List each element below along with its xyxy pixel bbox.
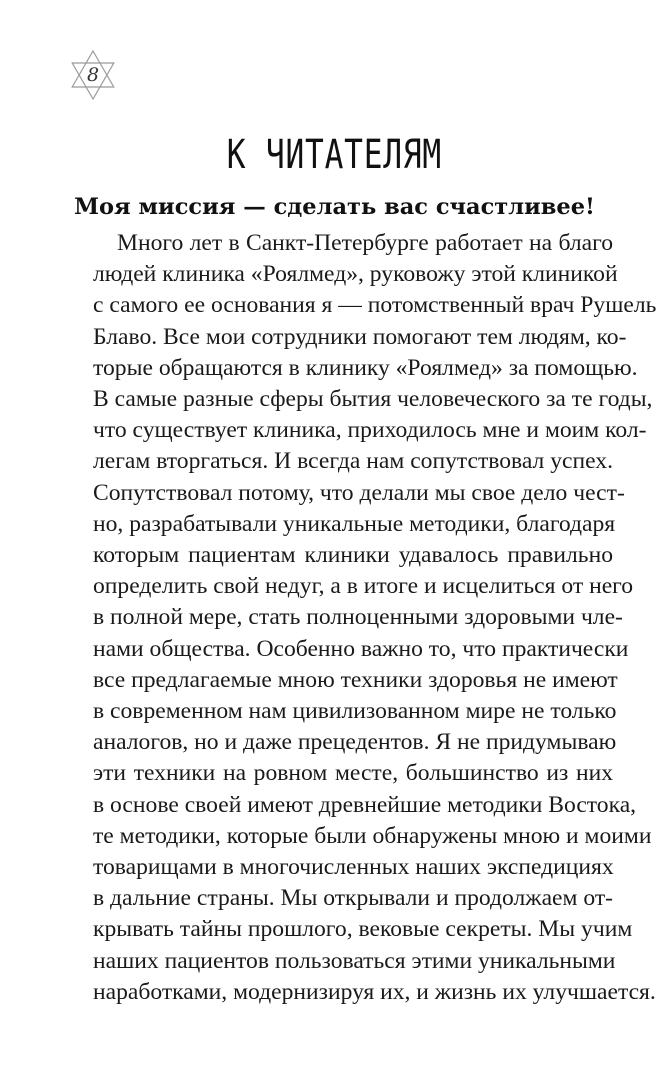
chapter-title: К ЧИТАТЕЛЯМ bbox=[226, 132, 442, 178]
body-line: наработками, модернизируя их, и жизнь их улучшается. bbox=[93, 978, 656, 1005]
body-line: наших пациентов пользоваться этими уникальными bbox=[93, 947, 616, 974]
body-line: торые обращаются в клинику «Роялмед» за помощью. bbox=[93, 354, 638, 381]
body-line: те методики, которые были обнаружены мною и моими bbox=[93, 822, 652, 849]
body-line: в полной мере, стать полноценными здоровыми чле- bbox=[93, 604, 623, 631]
body-line: Блаво. Все мои сотрудники помогают тем людям, ко- bbox=[93, 323, 627, 350]
body-line: нами общества. Особенно важно то, что практически bbox=[93, 635, 629, 662]
body-line: но, разрабатывали уникальные методики, благодаря bbox=[93, 510, 616, 537]
body-line: в основе своей имеют древнейшие методики Востока, bbox=[93, 791, 637, 818]
page-number-ornament bbox=[66, 48, 120, 102]
body-line: все предлагаемые мною техники здоровья не имеют bbox=[93, 666, 618, 693]
body-line: людей клиника «Роялмед», руковожу этой клиникой bbox=[93, 261, 618, 288]
body-line: что существует клиника, приходилось мне и моим кол- bbox=[93, 417, 647, 444]
body-line: эти техники на ровном месте, большинство из них bbox=[93, 760, 613, 787]
body-paragraph bbox=[93, 228, 657, 1008]
body-line: аналогов, но и даже прецедентов. Я не придумываю bbox=[93, 729, 617, 756]
body-line: определить свой недуг, а в итоге и исцелиться от него bbox=[93, 573, 634, 600]
body-line: крывать тайны прошлого, вековые секреты. Мы учим bbox=[93, 916, 633, 943]
page-number: 8 bbox=[86, 64, 100, 86]
body-line: с самого ее основания я — потомственный врач Рушель bbox=[93, 292, 657, 319]
body-line: которым пациентам клиники удавалось правильно bbox=[93, 542, 613, 569]
body-line: Сопутствовал потому, что делали мы свое дело чест- bbox=[93, 479, 625, 506]
body-line: В самые разные сферы бытия человеческого за те годы, bbox=[93, 386, 653, 413]
body-line: в современном нам цивилизованном мире не только bbox=[93, 698, 617, 725]
chapter-subtitle: Моя миссия — сделать вас счастливее! bbox=[74, 194, 595, 220]
body-line: товарищами в многочисленных наших экспедициях bbox=[93, 854, 614, 881]
body-line: в дальние страны. Мы открывали и продолжаем от- bbox=[93, 885, 613, 912]
body-line: легам вторгаться. И всегда нам сопутствовал успех. bbox=[93, 448, 613, 475]
body-line: Много лет в Санкт-Петербурге работает на благо bbox=[117, 230, 613, 256]
